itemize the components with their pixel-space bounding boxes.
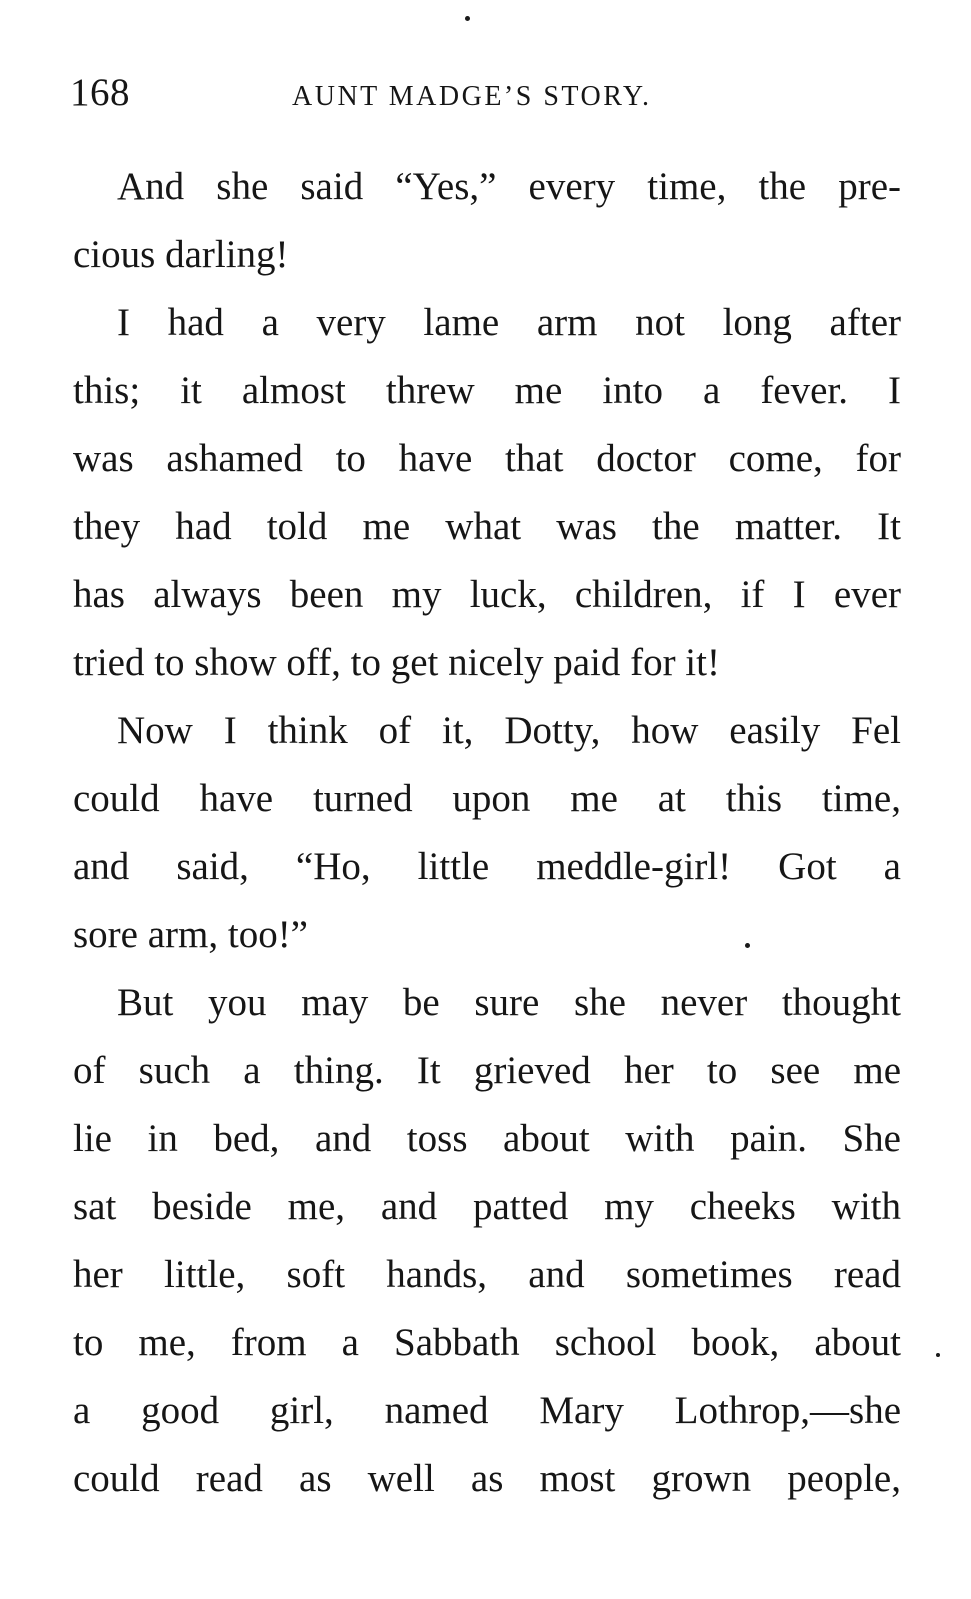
text-line: they had told me what was the matter. It — [73, 505, 901, 548]
text-line: of such a thing. It grieved her to see me — [73, 1049, 901, 1092]
text-line: a good girl, named Mary Lothrop,—she — [73, 1389, 901, 1432]
text-line: could read as well as most grown people, — [73, 1457, 901, 1500]
text-line: lie in bed, and toss about with pain. She — [73, 1117, 901, 1160]
text-line: to me, from a Sabbath school book, about — [73, 1321, 901, 1364]
text-line: sore arm, too!” — [73, 913, 308, 956]
text-line: this; it almost threw me into a fever. I — [73, 369, 901, 412]
page-number: 168 — [70, 71, 130, 114]
text-line: could have turned upon me at this time, — [73, 777, 901, 820]
text-line: I had a very lame arm not long after — [117, 301, 901, 344]
running-head: AUNT MADGE’S STORY. — [292, 81, 652, 112]
text-line: was ashamed to have that doctor come, for — [73, 437, 901, 480]
scan-speck — [465, 16, 470, 21]
text-line: has always been my luck, children, if I ever — [73, 573, 901, 616]
page-header — [70, 66, 900, 120]
paragraph — [73, 153, 901, 289]
paragraph — [73, 969, 901, 1513]
text-line: And she said “Yes,” every time, the pre- — [117, 165, 901, 208]
text-line: tried to show off, to get nicely paid for it! — [73, 641, 720, 684]
paragraph — [73, 289, 901, 697]
text-line: sat beside me, and patted my cheeks with — [73, 1185, 901, 1228]
text-line: cious darling! — [73, 233, 289, 276]
text-line: Now I think of it, Dotty, how easily Fel — [117, 709, 901, 752]
paragraph — [73, 697, 901, 969]
scan-speck — [936, 1353, 940, 1357]
text-line: her little, soft hands, and sometimes read — [73, 1253, 901, 1296]
text-line: and said, “Ho, little meddle-girl! Got a — [73, 845, 901, 888]
text-line: But you may be sure she never thought — [117, 981, 901, 1024]
body-text — [73, 153, 901, 1513]
